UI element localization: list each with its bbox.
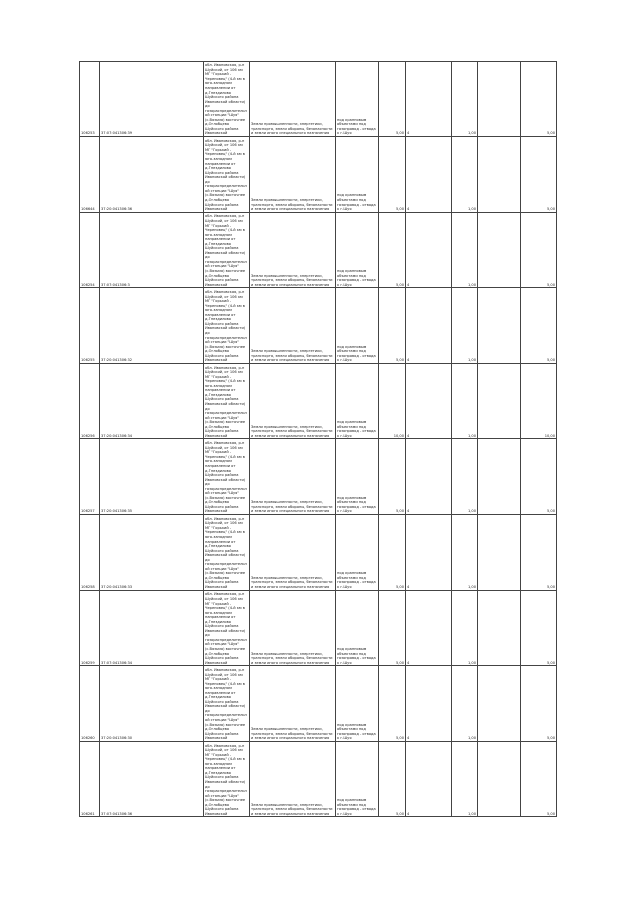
- sum-cell: 5,00: [521, 212, 557, 288]
- area-cell: 5,00: [379, 439, 406, 515]
- sum-cell: 5,00: [521, 137, 557, 213]
- permitted-use-cell: под кранновым объектами под газопровод - отвода к г.Шуя: [336, 439, 379, 515]
- empty-cell: [478, 137, 521, 213]
- area-unit-cell: 4: [406, 514, 452, 590]
- row-id-cell: 106261: [80, 741, 100, 817]
- area-unit-cell: 4: [406, 666, 452, 742]
- location-description-cell: обл. Ивановская, р-н Шуйский, от 106 км МГ "Горький - Череповец" (4-й км в юго-западном направлении от д.Гнездилово Шуйского района Ивановской области) до газораспределительной станции "Шуя" (с.Вязьма) восточнее д.Оглобцево Шуйского района Ивановской: [204, 288, 250, 364]
- table-row: [80, 514, 557, 590]
- permitted-use-cell: под кранновым объектами под газопровод - отвода к г.Шуя: [336, 363, 379, 439]
- rate-cell: 1,00: [452, 288, 478, 364]
- row-id-cell: 106256: [80, 363, 100, 439]
- area-unit-cell: 4: [406, 741, 452, 817]
- row-id-cell: 106259: [80, 590, 100, 666]
- cadastral-number-cell: 37:20:041306:30: [100, 666, 204, 742]
- area-cell: 5,00: [379, 590, 406, 666]
- permitted-use-cell: под кранновым объектами под газопровод - отвода к г.Шуя: [336, 666, 379, 742]
- area-cell: 5,00: [379, 514, 406, 590]
- area-unit-cell: 4: [406, 288, 452, 364]
- area-unit-cell: 4: [406, 137, 452, 213]
- cadastral-number-cell: 37:20:041306:33: [100, 514, 204, 590]
- area-unit-cell: 4: [406, 590, 452, 666]
- location-description-cell: обл. Ивановская, р-н Шуйский, от 106 км МГ "Горький - Череповец" (4-й км в юго-западном направлении от д.Гнездилово Шуйского района Ивановской области) до газораспределительной станции "Шуя" (с.Вязьма) восточнее д.Оглобцево Шуйского района Ивановской: [204, 363, 250, 439]
- empty-cell: [478, 590, 521, 666]
- cadastral-number-cell: 37:20:041306:32: [100, 288, 204, 364]
- area-cell: 5,00: [379, 212, 406, 288]
- rate-cell: 1,00: [452, 590, 478, 666]
- permitted-use-cell: под кранновым объектами под газопровод - отвода к г.Шуя: [336, 137, 379, 213]
- rate-cell: 1,00: [452, 666, 478, 742]
- location-description-cell: обл. Ивановская, р-н Шуйский, от 106 км МГ "Горький - Череповец" (4-й км в юго-западном направлении от д.Гнездилово Шуйского района Ивановской области) до газораспределительной станции "Шуя" (с.Вязьма) восточнее д.Оглобцево Шуйского района Ивановской: [204, 590, 250, 666]
- empty-cell: [478, 439, 521, 515]
- row-id-cell: 106254: [80, 212, 100, 288]
- area-unit-cell: 4: [406, 439, 452, 515]
- empty-cell: [478, 741, 521, 817]
- row-id-cell: 106258: [80, 514, 100, 590]
- land-category-cell: Земли промышленности, энергетики, транспорта, земли обороны, безопасности и земли иного специального назначения: [250, 212, 336, 288]
- cadastral-number-cell: 37:07:041306:39: [100, 62, 204, 137]
- area-cell: 5,00: [379, 62, 406, 137]
- area-cell: 5,00: [379, 741, 406, 817]
- rate-cell: 1,00: [452, 439, 478, 515]
- location-description-cell: обл. Ивановская, р-н Шуйский, от 106 км МГ "Горький - Череповец" (4-й км в юго-западном направлении от д.Гнездилово Шуйского района Ивановской области) до газораспределительной станции "Шуя" (с.Вязьма) восточнее д.Оглобцево Шуйского района Ивановской: [204, 439, 250, 515]
- cadastral-number-cell: 37:20:041306:36: [100, 137, 204, 213]
- empty-cell: [478, 62, 521, 137]
- land-category-cell: Земли промышленности, энергетики, транспорта, земли обороны, безопасности и земли иного специального назначения: [250, 62, 336, 137]
- empty-cell: [478, 666, 521, 742]
- sum-cell: 5,00: [521, 62, 557, 137]
- table-body: [80, 62, 557, 817]
- land-category-cell: Земли промышленности, энергетики, транспорта, земли обороны, безопасности и земли иного специального назначения: [250, 514, 336, 590]
- rate-cell: 1,00: [452, 137, 478, 213]
- permitted-use-cell: под кранновым объектами под газопровод - отвода к г.Шуя: [336, 514, 379, 590]
- rate-cell: 1,00: [452, 514, 478, 590]
- empty-cell: [478, 212, 521, 288]
- area-cell: 5,00: [379, 666, 406, 742]
- table-row: [80, 137, 557, 213]
- sum-cell: 5,00: [521, 514, 557, 590]
- location-description-cell: обл. Ивановская, р-н Шуйский, от 106 км МГ "Горький - Череповец" (4-й км в юго-западном направлении от д.Гнездилово Шуйского района Ивановской области) до газораспределительной станции "Шуя" (с.Вязьма) восточнее д.Оглобцево Шуйского района Ивановской: [204, 666, 250, 742]
- table-row: [80, 288, 557, 364]
- area-cell: 5,00: [379, 137, 406, 213]
- area-unit-cell: 4: [406, 212, 452, 288]
- rate-cell: 1,00: [452, 62, 478, 137]
- land-category-cell: Земли промышленности, энергетики, транспорта, земли обороны, безопасности и земли иного специального назначения: [250, 590, 336, 666]
- empty-cell: [478, 514, 521, 590]
- cadastral-number-cell: 37:07:041306:36: [100, 741, 204, 817]
- cadastral-number-cell: 37:20:041306:34: [100, 363, 204, 439]
- location-description-cell: обл. Ивановская, р-н Шуйский, от 106 км МГ "Горький - Череповец" (4-й км в юго-западном направлении от д.Гнездилово Шуйского района Ивановской области) до газораспределительной станции "Шуя" (с.Вязьма) восточнее д.Оглобцево Шуйского района Ивановской: [204, 212, 250, 288]
- permitted-use-cell: под кранновым объектами под газопровод - отвода к г.Шуя: [336, 741, 379, 817]
- sum-cell: 5,00: [521, 439, 557, 515]
- location-description-cell: обл. Ивановская, р-н Шуйский, от 106 км МГ "Горький - Череповец" (4-й км в юго-западном направлении от д.Гнездилово Шуйского района Ивановской области) до газораспределительной станции "Шуя" (с.Вязьма) восточнее д.Оглобцево Шуйского района Ивановской: [204, 137, 250, 213]
- cadastral-number-cell: 37:07:041306:3: [100, 212, 204, 288]
- table-row: [80, 666, 557, 742]
- table-row: [80, 439, 557, 515]
- land-plots-table: [79, 61, 557, 817]
- sum-cell: 5,00: [521, 741, 557, 817]
- empty-cell: [478, 288, 521, 364]
- land-category-cell: Земли промышленности, энергетики, транспорта, земли обороны, безопасности и земли иного специального назначения: [250, 666, 336, 742]
- area-unit-cell: 4: [406, 363, 452, 439]
- cadastral-number-cell: 37:20:041306:35: [100, 439, 204, 515]
- table-row: [80, 741, 557, 817]
- sum-cell: 10,00: [521, 363, 557, 439]
- land-category-cell: Земли промышленности, энергетики, транспорта, земли обороны, безопасности и земли иного специального назначения: [250, 137, 336, 213]
- land-category-cell: Земли промышленности, энергетики, транспорта, земли обороны, безопасности и земли иного специального назначения: [250, 741, 336, 817]
- row-id-cell: 106257: [80, 439, 100, 515]
- permitted-use-cell: под кранновым объектами под газопровод - отвода к г.Шуя: [336, 62, 379, 137]
- location-description-cell: обл. Ивановская, р-н Шуйский, от 106 км МГ "Горький - Череповец" (4-й км в юго-западном направлении от д.Гнездилово Шуйского района Ивановской области) до газораспределительной станции "Шуя" (с.Вязьма) восточнее д.Оглобцево Шуйского района Ивановской: [204, 62, 250, 137]
- permitted-use-cell: под кранновым объектами под газопровод - отвода к г.Шуя: [336, 590, 379, 666]
- rate-cell: 1,00: [452, 212, 478, 288]
- permitted-use-cell: под кранновым объектами под газопровод - отвода к г.Шуя: [336, 212, 379, 288]
- rate-cell: 1,00: [452, 741, 478, 817]
- area-cell: 5,00: [379, 288, 406, 364]
- rate-cell: 1,00: [452, 363, 478, 439]
- cadastral-number-cell: 37:07:041306:34: [100, 590, 204, 666]
- location-description-cell: обл. Ивановская, р-н Шуйский, от 106 км МГ "Горький - Череповец" (4-й км в юго-западном направлении от д.Гнездилово Шуйского района Ивановской области) до газораспределительной станции "Шуя" (с.Вязьма) восточнее д.Оглобцево Шуйского района Ивановской: [204, 741, 250, 817]
- land-category-cell: Земли промышленности, энергетики, транспорта, земли обороны, безопасности и земли иного специального назначения: [250, 363, 336, 439]
- row-id-cell: 106260: [80, 666, 100, 742]
- row-id-cell: 106255: [80, 288, 100, 364]
- table-row: [80, 363, 557, 439]
- row-id-cell: 106644: [80, 137, 100, 213]
- land-category-cell: Земли промышленности, энергетики, транспорта, земли обороны, безопасности и земли иного специального назначения: [250, 288, 336, 364]
- permitted-use-cell: под кранновым объектами под газопровод - отвода к г.Шуя: [336, 288, 379, 364]
- empty-cell: [478, 363, 521, 439]
- table-row: [80, 212, 557, 288]
- sum-cell: 5,00: [521, 590, 557, 666]
- table-row: [80, 590, 557, 666]
- land-category-cell: Земли промышленности, энергетики, транспорта, земли обороны, безопасности и земли иного специального назначения: [250, 439, 336, 515]
- area-unit-cell: 4: [406, 62, 452, 137]
- sum-cell: 5,00: [521, 666, 557, 742]
- table-row: [80, 62, 557, 137]
- location-description-cell: обл. Ивановская, р-н Шуйский, от 106 км МГ "Горький - Череповец" (4-й км в юго-западном направлении от д.Гнездилово Шуйского района Ивановской области) до газораспределительной станции "Шуя" (с.Вязьма) восточнее д.Оглобцево Шуйского района Ивановской: [204, 514, 250, 590]
- area-cell: 10,00: [379, 363, 406, 439]
- row-id-cell: 106253: [80, 62, 100, 137]
- sum-cell: 5,00: [521, 288, 557, 364]
